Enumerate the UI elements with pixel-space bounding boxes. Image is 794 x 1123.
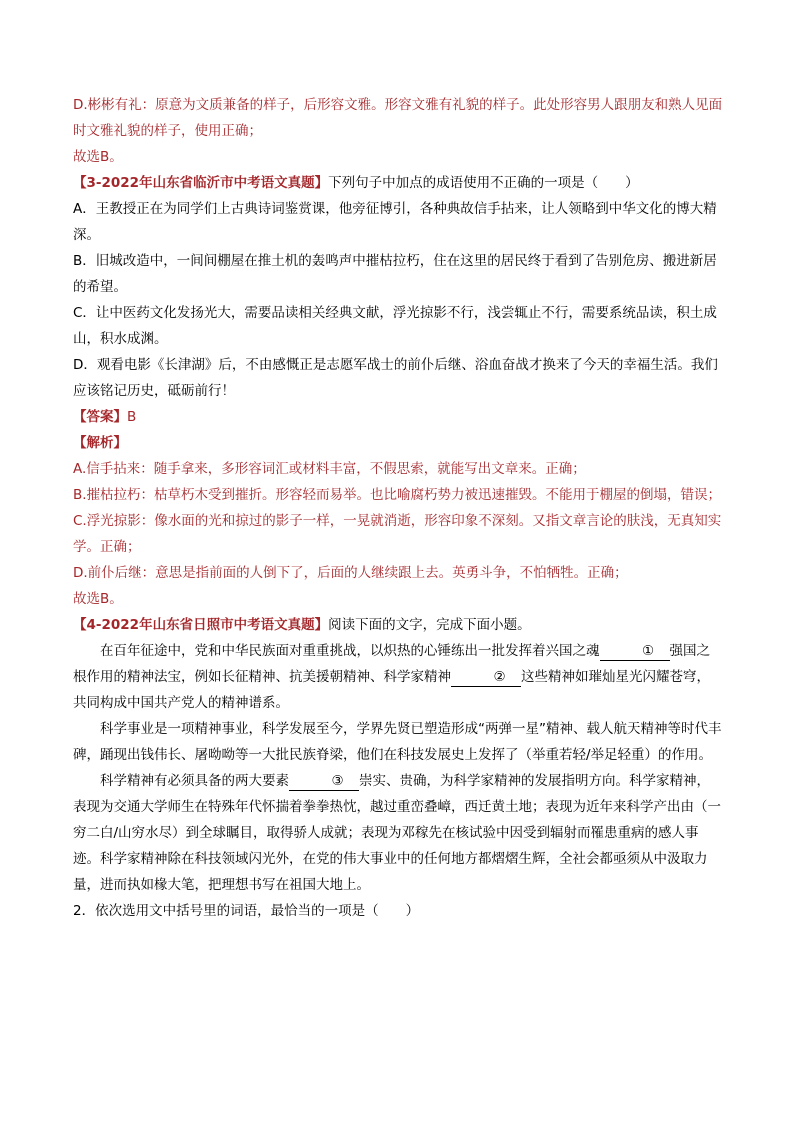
select-line-prev: 故选B。 <box>73 149 123 165</box>
answer-line <box>73 404 723 430</box>
passage-text: 崇实、贵确，为科学家精神的发展指明方向。科学家精神，表现为交通大学师生在特殊年代怀揣着拳拳热忱，越过重峦叠嶂，西迁黄土地；表现为近年来科学产出由（一穷二白/山穷水尽）到全球瞩目，取得骄人成就；表现为邓稼先在核试验中因受到辐射而罹患重病的感人事迹。科学家精神除在科技领域闪光外，在党的伟大事业中的任何地方都熠熠生辉，全社会都亟须从中汲取力量，进而执如椽大笔，把理想书写在祖国大地上。 <box>73 773 721 893</box>
explanation-d: D.前仆后继：意思是指前面的人倒下了，后面的人继续跟上去。英勇斗争，不怕牺牲。正确； <box>73 565 628 581</box>
blank-3: ③ <box>289 772 359 791</box>
question-3-heading <box>73 170 723 196</box>
passage-paragraph-3 <box>73 768 723 898</box>
question-4-heading <box>73 612 723 638</box>
option-d: D．观看电影《长津湖》后，不由感慨正是志愿军战士的前仆后继、浴血奋战才换来了今天的幸福生活。我们应该铭记历史，砥砺前行！ <box>73 357 718 399</box>
answer-value: B <box>127 409 137 425</box>
blank-2: ② <box>451 668 521 687</box>
question-4-tag: 【4-2022年山东省日照市中考语文真题】 <box>73 617 329 633</box>
passage-text: 这些精神如璀灿星光闪耀苍穹，共同构成中国共产党人的精神谱系。 <box>73 669 710 711</box>
select-line: 故选B。 <box>73 591 123 607</box>
question-4-stem: 阅读下面的文字，完成下面小题。 <box>328 617 531 633</box>
option-b: B．旧城改造中，一间间棚屋在推土机的轰鸣声中摧枯拉朽，住在这里的居民终于看到了告别危房、搬进新居的希望。 <box>73 253 717 295</box>
sub-question-2: 2．依次选用文中括号里的词语，最恰当的一项是（ ） <box>73 903 420 919</box>
explanation-a: A.信手拈来：随手拿来，多形容词汇或材料丰富，不假思索，就能写出文章来。正确； <box>73 461 586 477</box>
option-c: C．让中医药文化发扬光大，需要品读相关经典文献，浮光掠影不行，浅尝辄止不行，需要系统品读，积土成山，积水成渊。 <box>73 305 717 347</box>
analysis-tag: 【解析】 <box>73 435 127 451</box>
document-content <box>73 92 723 924</box>
passage-paragraph-1 <box>73 638 723 716</box>
passage-paragraph-2: 科学事业是一项精神事业，科学发展至今，学界先贤已塑造形成“两弹一星”精神、载人航天精神等时代丰碑，踊现出钱伟长、屠呦呦等一大批民族脊梁，他们在科技发展史上发挥了（举重若轻/举足轻重）的作用。 <box>73 721 722 763</box>
answer-tag: 【答案】 <box>73 409 127 425</box>
option-a: A．王教授正在为同学们上古典诗词鉴赏课，他旁征博引，各种典故信手拈来，让人领略到中华文化的博大精深。 <box>73 201 717 243</box>
explanation-d-prev: D.彬彬有礼：原意为文质兼备的样子，后形容文雅。形容文雅有礼貌的样子。此处形容男人跟朋友和熟人见面时文雅礼貌的样子，使用正确； <box>73 97 723 139</box>
question-3-tag: 【3-2022年山东省临沂市中考语文真题】 <box>73 175 329 191</box>
passage-text: 科学精神有必须具备的两大要素 <box>100 773 289 789</box>
passage-text: 强国之根作用的精神法宝，例如长征精神、抗美援朝精神、科学家精神 <box>73 643 710 685</box>
explanation-b: B.摧枯拉朽：枯草朽木受到摧折。形容轻而易举。也比喻腐朽势力被迅速摧毁。不能用于棚屋的倒塌，错误； <box>73 487 722 503</box>
question-3-stem: 下列句子中加点的成语使用不正确的一项是（ ） <box>328 175 639 191</box>
explanation-c: C.浮光掠影：像水面的光和掠过的影子一样，一晃就消逝，形容印象不深刻。又指文章言论的肤浅，无真知实学。正确； <box>73 513 722 555</box>
passage-text: 在百年征途中，党和中华民族面对重重挑战，以炽热的心锤练出一批发挥着兴国之魂 <box>100 643 600 659</box>
blank-1: ① <box>600 642 670 661</box>
